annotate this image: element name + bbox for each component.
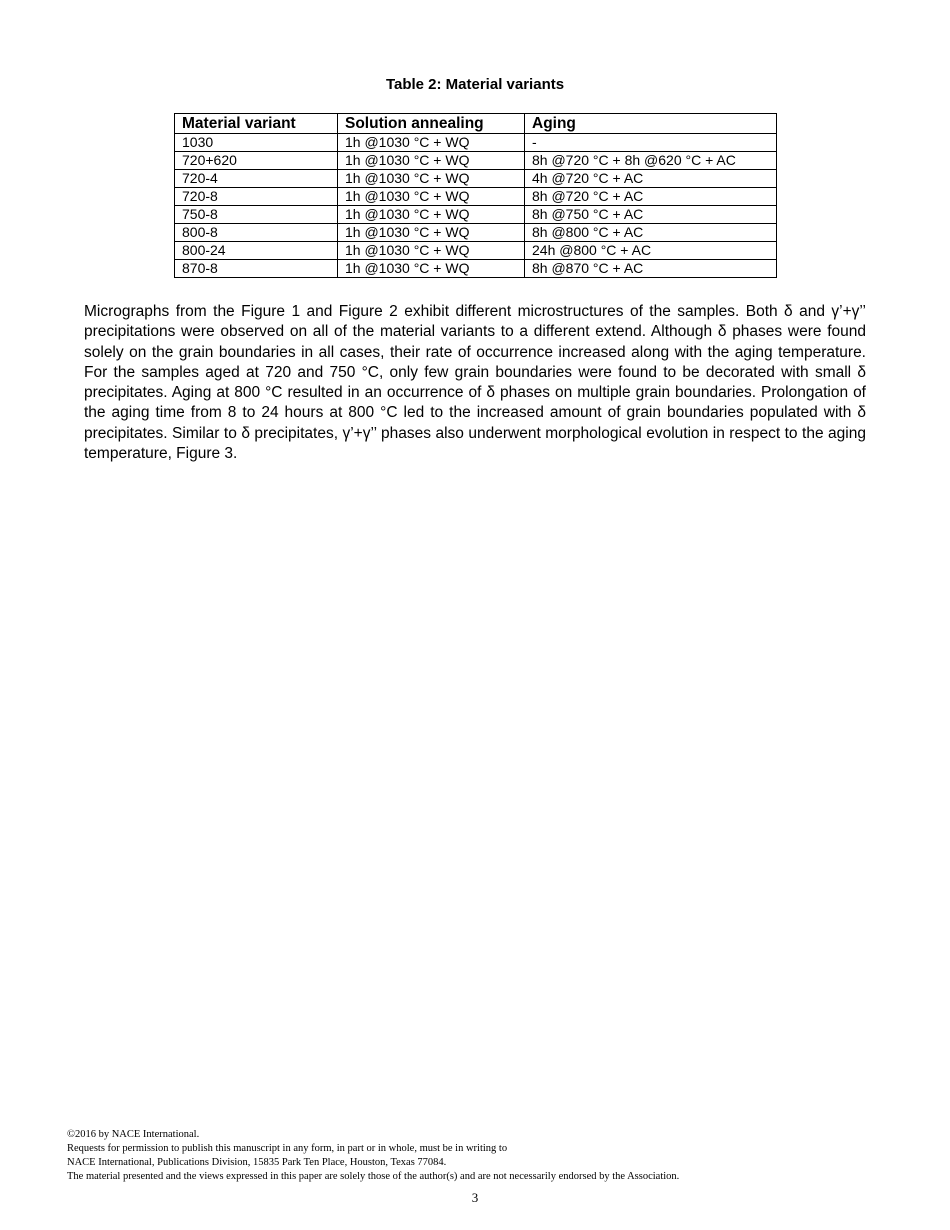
material-variants-table — [174, 113, 777, 278]
table-row — [175, 188, 777, 206]
body-paragraph: Micrographs from the Figure 1 and Figure 2 exhibit different microstructures of the samples. Both δ and γ’+γ’’ precipitations were observed on all of the material variants to a different extend. Although δ phases were found solely on the grain boundaries in all cases, their rate of occurrence increased along with the aging temperature. For the samples aged at 720 and 750 °C, only few grain boundaries were found to be decorated with small δ precipitates. Aging at 800 °C resulted in an occurrence of δ phases on multiple grain boundaries. Prolongation of the aging time from 8 to 24 hours at 800 °C led to the increased amount of grain boundaries populated with δ precipitates. Similar to δ precipitates, γ’+γ’’ phases also underwent morphological evolution in respect to the aging temperature, Figure 3. — [84, 303, 866, 463]
table-row — [175, 152, 777, 170]
table-row — [175, 260, 777, 278]
cell-aging: 24h @800 °C + AC — [525, 242, 777, 260]
cell-solution-annealing: 1h @1030 °C + WQ — [338, 224, 525, 242]
cell-aging: 8h @800 °C + AC — [525, 224, 777, 242]
table-row — [175, 224, 777, 242]
cell-solution-annealing: 1h @1030 °C + WQ — [338, 242, 525, 260]
footer-line: The material presented and the views expressed in this paper are solely those of the author(s) and are not necessarily endorsed by the Association. — [67, 1171, 680, 1182]
table-caption: Table 2: Material variants — [385, 76, 565, 93]
cell-aging: - — [525, 134, 777, 152]
footer-line: Requests for permission to publish this manuscript in any form, in part or in whole, must be in writing to — [67, 1143, 508, 1154]
footer-line: ©2016 by NACE International. — [67, 1129, 200, 1140]
cell-aging: 8h @750 °C + AC — [525, 206, 777, 224]
cell-aging: 8h @870 °C + AC — [525, 260, 777, 278]
cell-solution-annealing: 1h @1030 °C + WQ — [338, 170, 525, 188]
cell-material-variant: 800-8 — [175, 224, 338, 242]
cell-solution-annealing: 1h @1030 °C + WQ — [338, 134, 525, 152]
table-row — [175, 242, 777, 260]
table-row — [175, 134, 777, 152]
cell-material-variant: 720-4 — [175, 170, 338, 188]
cell-aging: 8h @720 °C + 8h @620 °C + AC — [525, 152, 777, 170]
column-header-material-variant: Material variant — [175, 114, 338, 134]
table-row — [175, 206, 777, 224]
table-header-row — [175, 114, 777, 134]
footer-line: NACE International, Publications Division, 15835 Park Ten Place, Houston, Texas 77084. — [67, 1157, 447, 1168]
column-header-solution-annealing: Solution annealing — [338, 114, 525, 134]
cell-solution-annealing: 1h @1030 °C + WQ — [338, 188, 525, 206]
cell-material-variant: 720+620 — [175, 152, 338, 170]
cell-material-variant: 720-8 — [175, 188, 338, 206]
cell-material-variant: 1030 — [175, 134, 338, 152]
cell-solution-annealing: 1h @1030 °C + WQ — [338, 152, 525, 170]
cell-material-variant: 800-24 — [175, 242, 338, 260]
table-row — [175, 170, 777, 188]
cell-aging: 8h @720 °C + AC — [525, 188, 777, 206]
page-number: 3 — [471, 1190, 479, 1205]
copyright-footer — [67, 1128, 887, 1184]
cell-material-variant: 750-8 — [175, 206, 338, 224]
cell-solution-annealing: 1h @1030 °C + WQ — [338, 206, 525, 224]
column-header-aging: Aging — [525, 114, 777, 134]
cell-solution-annealing: 1h @1030 °C + WQ — [338, 260, 525, 278]
cell-material-variant: 870-8 — [175, 260, 338, 278]
cell-aging: 4h @720 °C + AC — [525, 170, 777, 188]
